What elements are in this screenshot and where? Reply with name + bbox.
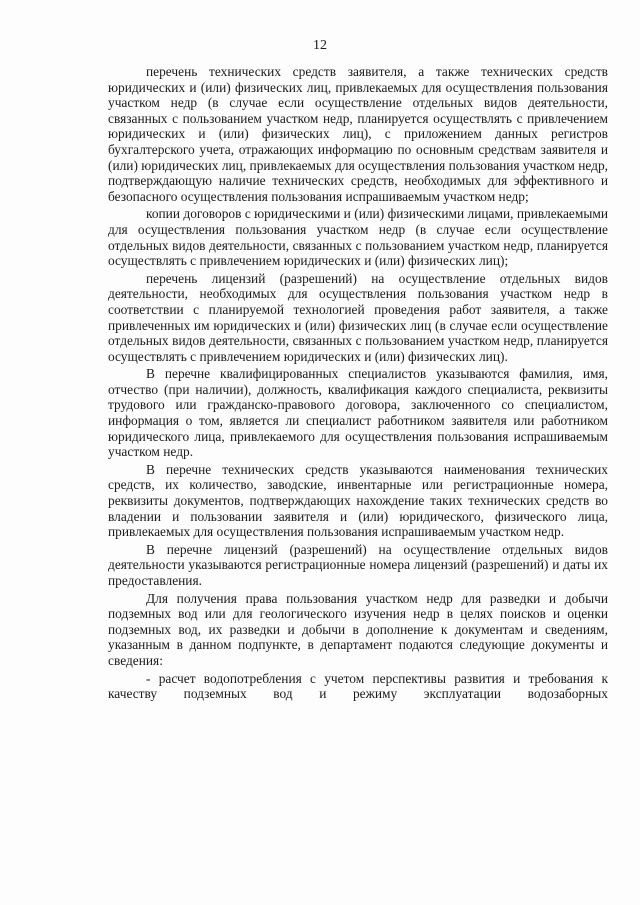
document-body xyxy=(108,64,608,704)
paragraph-technical-means-details: В перечне технических средств указываются наименования технических средств, их количество, заводские, инвентарные или регистрационные номера, реквизиты документов, подтверждающих нахождение таких технических средств во владении и пользовании заявителя и (или) юридического, физического лица, привлекаемых для осуществления пользования испрашиваемым участком недр. xyxy=(108,461,608,540)
page-number: 12 xyxy=(313,38,327,53)
paragraph-water-consumption-calc: - расчет водопотребления с учетом перспективы развития и требования к качеству подземных вод и режиму эксплуатации водозаборных xyxy=(108,670,608,702)
paragraph-contract-copies: копии договоров с юридическими и (или) физическими лицами, привлекаемыми для осуществления пользования участком недр (в случае если осуществление отдельных видов деятельности, связанных с пользованием участком недр, планируется осуществлять с привлечением юридических и (или) физических лиц); xyxy=(108,206,608,269)
paragraph-technical-means-list: перечень технических средств заявителя, а также технических средств юридических и (или) физических лиц, привлекаемых для осуществления пользования участком недр (в случае если осуществление отдельных видов деятельности, связанных с пользованием участком недр, планируется осуществлять с привлечением юридических и (или) физических лиц), с приложением данных регистров бухгалтерского учета, отражающих информацию по основным средствам заявителя и (или) юридических лиц, привлекаемых для осуществления пользования участком недр, подтверждающую наличие технических средств, необходимых для эффективного и безопасного осуществления пользования испрашиваемым участком недр; xyxy=(108,64,608,204)
paragraph-specialists-list-details: В перечне квалифицированных специалистов указываются фамилия, имя, отчество (при наличии), должность, квалификация каждого специалиста, реквизиты трудового или гражданско-правового договора, заключенного со специалистом, информация о том, является ли специалист работником заявителя или работником юридического лица, привлекаемого для осуществления пользования испрашиваемым участком недр. xyxy=(108,366,608,460)
paragraph-licenses-details: В перечне лицензий (разрешений) на осуществление отдельных видов деятельности указываются регистрационные номера лицензий (разрешений) и даты их предоставления. xyxy=(108,541,608,588)
paragraph-licenses-list: перечень лицензий (разрешений) на осуществление отдельных видов деятельности, необходимых для осуществления пользования участком недр в соответствии с планируемой технологией проведения работ заявителя, а также привлеченных им юридических и (или) физических лиц (в случае если осуществление отдельных видов деятельности, связанных с пользованием участком недр, планируется осуществлять с привлечением юридических и (или) физических лиц). xyxy=(108,270,608,364)
paragraph-groundwater-requirements: Для получения права пользования участком недр для разведки и добычи подземных вод или для геологического изучения недр в целях поисков и оценки подземных вод, их разведки и добычи в дополнение к документам и сведениям, указанным в данном подпункте, в департамент подаются следующие документы и сведения: xyxy=(108,590,608,668)
